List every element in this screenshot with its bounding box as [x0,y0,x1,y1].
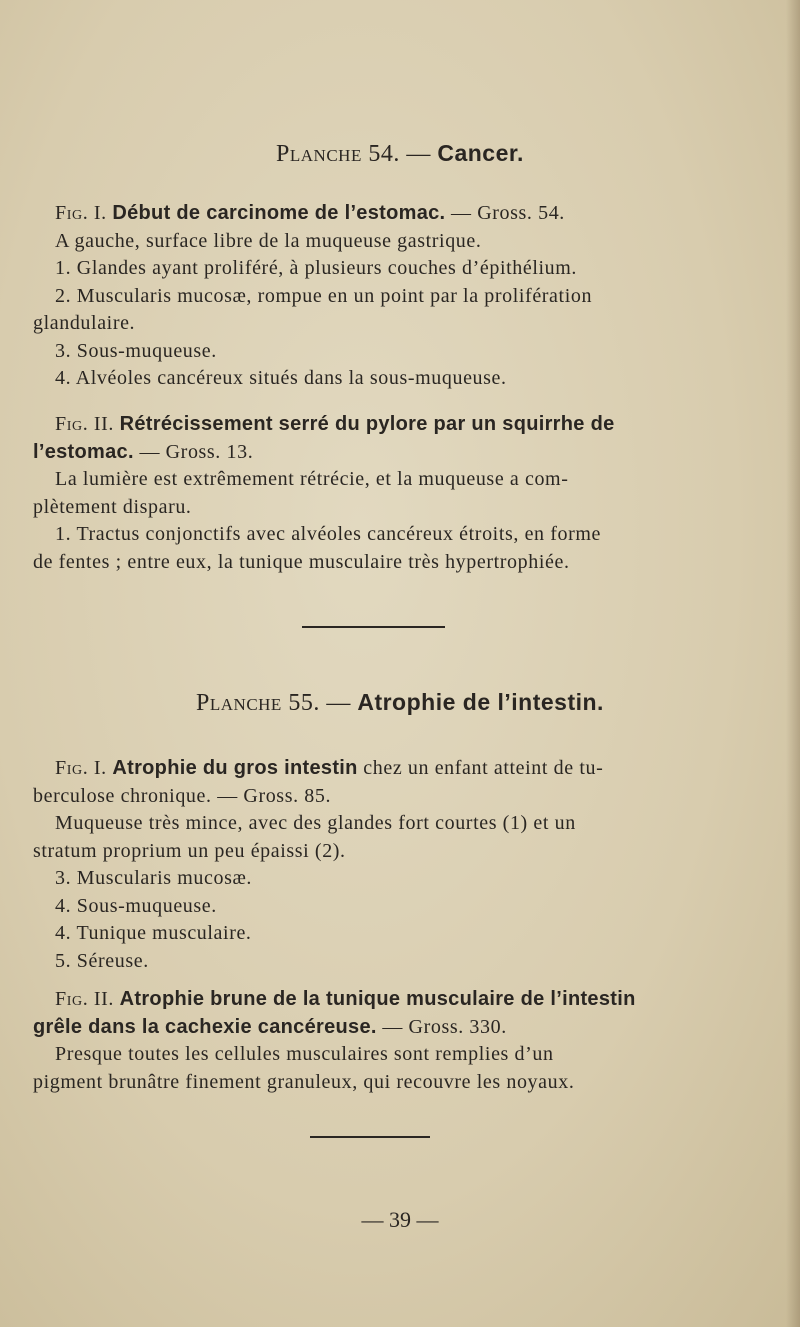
plate-55-number: 55. [288,690,320,716]
fig-55-1-line: 4. Sous-muqueuse. [55,894,217,917]
fig-55-1-heading-line [33,755,723,783]
fig-55-1-label: Fig. I. [55,757,107,779]
fig-55-2-label: Fig. II. [55,988,115,1010]
fig-55-1-heading: Atrophie du gros intestin [112,757,358,779]
fig-54-1-line: A gauche, surface libre de la muqueuse gastrique. [55,229,482,252]
fig-55-2-heading: Atrophie brune de la tunique musculaire de l’intestin [119,988,636,1010]
fig-54-1-heading: Début de carcinome de l’estomac. [112,202,446,224]
plate-54-dash: — [406,141,431,167]
plate-54-label: Planche [276,141,362,167]
plate-55-dash: — [326,690,351,716]
fig-54-2-line: 1. Tractus conjonctifs avec alvéoles cancéreux étroits, en forme [55,523,601,545]
fig-54-2-label: Fig. II. [55,413,115,435]
fig-54-2-heading-cont: l’estomac. [33,440,134,463]
fig-54-2-line: La lumière est extrêmement rétrécie, et la muqueuse a com- [55,468,569,490]
fig-54-1-line: glandulaire. [33,312,136,334]
fig-54-1-line: 3. Sous-muqueuse. [55,339,217,362]
fig-54-1-line: 1. Glandes ayant proliféré, à plusieurs couches d’épithélium. [55,257,577,279]
fig-55-1-line: 3. Muscularis mucosæ. [55,867,253,889]
fig-54-1-line: 4. Alvéoles cancéreux situés dans la sous-muqueuse. [55,367,507,389]
fig-54-2-heading: Rétrécissement serré du pylore par un squirrhe de [119,413,615,435]
page-number: — 39 — [361,1207,439,1232]
fig-55-1-line: Muqueuse très mince, avec des glandes fort courtes (1) et un [55,812,576,834]
fig-55-1-heading-rest: chez un enfant atteint de tu- [363,757,604,779]
fig-55-1 [33,755,723,975]
fig-54-2-line: de fentes ; entre eux, la tunique musculaire très hypertrophiée. [33,550,570,573]
fig-55-1-line: berculose chronique. — Gross. 85. [33,784,332,807]
fig-55-1-line: 5. Séreuse. [55,949,149,972]
fig-55-2-heading-cont: grêle dans la cachexie cancéreuse. [33,1015,377,1038]
fig-55-2-line: Presque toutes les cellules musculaires sont remplies d’un [55,1043,554,1065]
plate-55-label: Planche [196,690,282,716]
fig-54-2-heading-line-2 [33,439,723,467]
fig-55-2-line: pigment brunâtre finement granuleux, qui recouvre les noyaux. [33,1070,575,1093]
fig-55-1-line: 4. Tunique musculaire. [55,922,252,944]
fig-55-2-heading-line-1 [33,986,723,1014]
fig-54-1-heading-line [33,200,723,228]
page-edge-shadow [786,0,800,1327]
fig-55-1-line: stratum proprium un peu épaissi (2). [33,839,346,862]
fig-54-2-heading-line-1 [33,411,723,439]
plate-55-title [0,689,800,717]
fig-55-2-heading-line-2 [33,1014,723,1042]
plate-54-number: 54. [368,141,400,167]
fig-55-2 [33,986,723,1096]
end-divider [310,1136,430,1138]
section-divider [302,626,445,628]
fig-54-2 [33,411,723,576]
fig-54-1-label: Fig. I. [55,202,107,224]
fig-54-1 [33,200,723,393]
fig-54-1-magnification: — Gross. 54. [451,202,565,224]
fig-54-2-line: plètement disparu. [33,495,192,518]
plate-54-subject: Cancer. [437,140,524,166]
plate-55-subject: Atrophie de l’intestin. [357,689,604,715]
fig-54-2-magnification: — Gross. 13. [139,440,254,463]
fig-55-2-magnification: — Gross. 330. [382,1015,507,1038]
plate-54-title [0,140,800,168]
fig-54-1-line: 2. Muscularis mucosæ, rompue en un point par la prolifération [55,284,593,307]
